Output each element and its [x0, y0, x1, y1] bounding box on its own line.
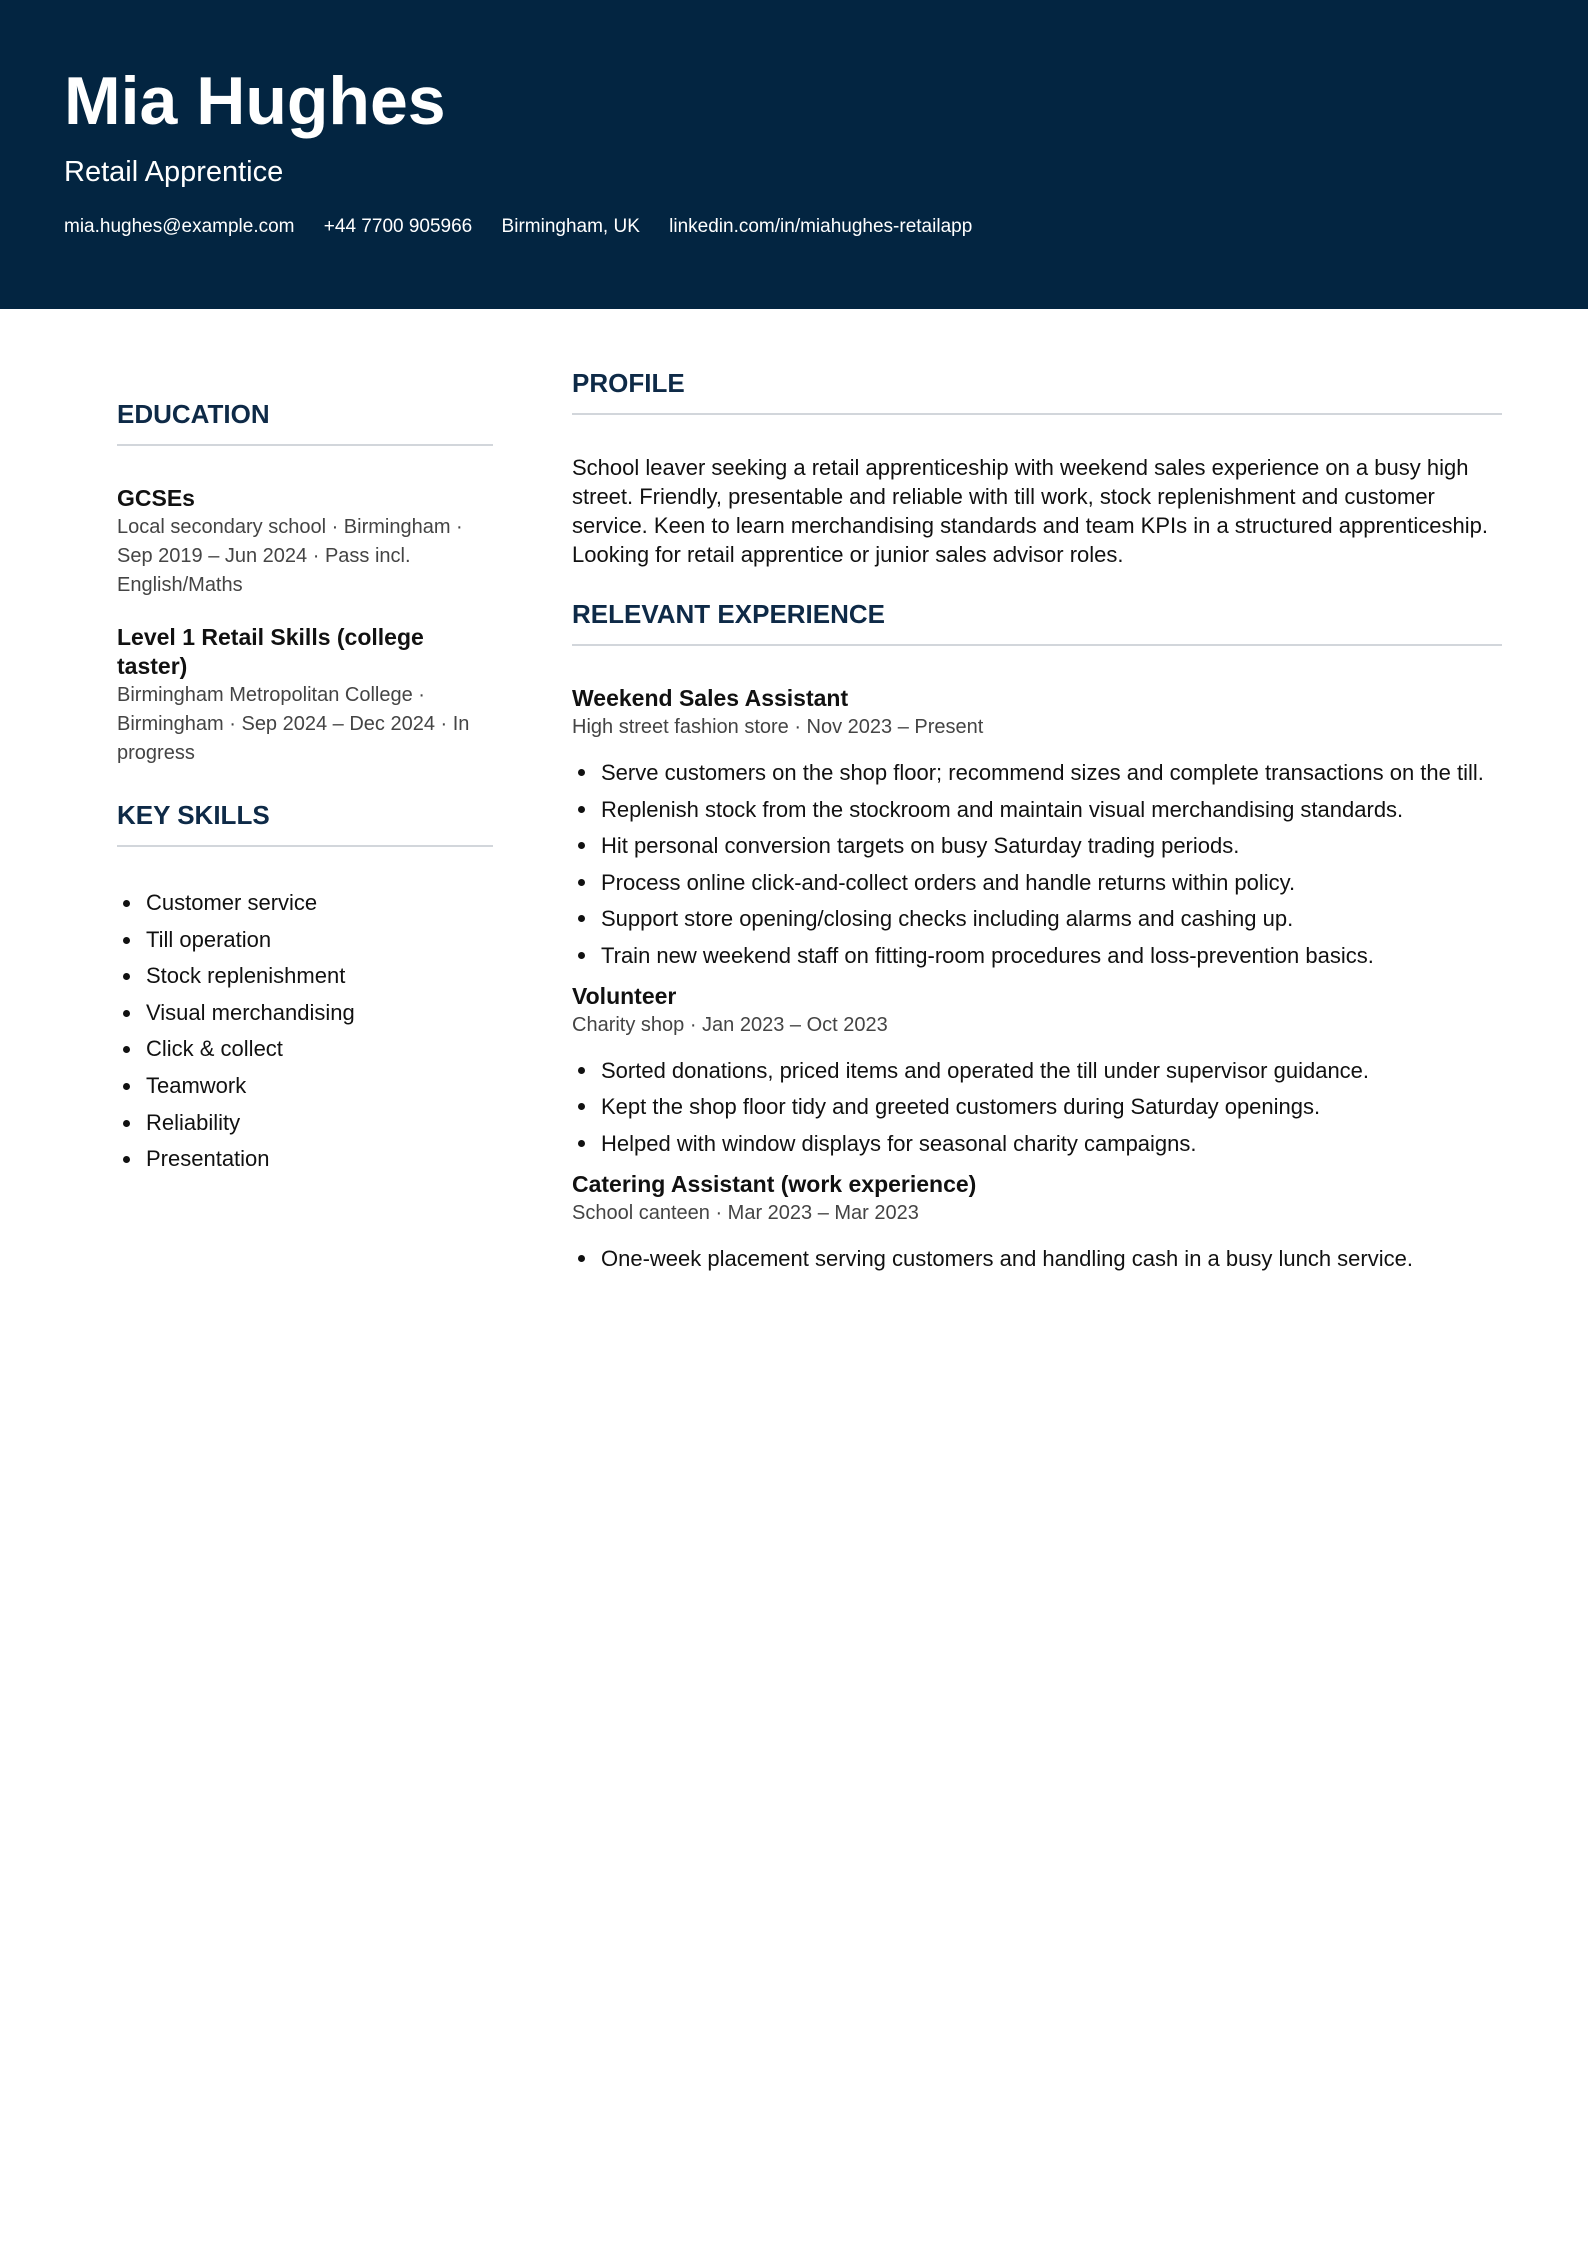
- job-bullet: Support store opening/closing checks including alarms and cashing up.: [572, 904, 1502, 933]
- education-item-title: GCSEs: [117, 485, 195, 511]
- candidate-role: Retail Apprentice: [64, 156, 284, 188]
- skills-list: [117, 885, 493, 1178]
- section-divider: [572, 644, 1502, 646]
- contact-location: Birmingham, UK: [501, 216, 640, 237]
- section-divider: [572, 413, 1502, 415]
- skill-item: Stock replenishment: [117, 958, 493, 995]
- education-item: [117, 623, 493, 768]
- job-bullet: Hit personal conversion targets on busy Saturday trading periods.: [572, 831, 1502, 860]
- job-bullet: Train new weekend staff on fitting-room procedures and loss-prevention basics.: [572, 941, 1502, 970]
- profile-summary: School leaver seeking a retail apprenticeship with weekend sales experience on a busy high street. Friendly, presentable and reliable with till work, stock replenishment and customer service. Keen to learn merchandising standards and team KPIs in a structured apprenticeship. Looking for retail apprentice or junior sales advisor roles.: [572, 455, 1488, 567]
- education-section: [117, 397, 493, 768]
- candidate-name: Mia Hughes: [64, 63, 446, 139]
- right-column: [572, 366, 1502, 1285]
- job-title: Volunteer: [572, 982, 677, 1009]
- skill-item: Visual merchandising: [117, 995, 493, 1032]
- experience-heading: RELEVANT EXPERIENCE: [572, 599, 886, 629]
- job-meta: School canteen · Mar 2023 – Mar 2023: [572, 1201, 919, 1224]
- experience-item: [572, 684, 1502, 970]
- experience-item: [572, 982, 1502, 1158]
- job-bullet: Process online click-and-collect orders and handle returns within policy.: [572, 868, 1502, 897]
- job-bullet: Replenish stock from the stockroom and maintain visual merchandising standards.: [572, 795, 1502, 824]
- job-title: Catering Assistant (work experience): [572, 1170, 977, 1197]
- section-divider: [117, 845, 493, 847]
- job-meta: Charity shop · Jan 2023 – Oct 2023: [572, 1013, 888, 1036]
- experience-section: [572, 597, 1502, 1273]
- skill-item: Click & collect: [117, 1031, 493, 1068]
- job-meta: High street fashion store · Nov 2023 – Present: [572, 716, 984, 738]
- education-item-meta: Birmingham Metropolitan College · Birmingham · Sep 2024 – Dec 2024 · In progress: [117, 684, 470, 764]
- skill-item: Till operation: [117, 922, 493, 959]
- education-heading: EDUCATION: [117, 399, 270, 429]
- profile-section: [572, 366, 1502, 569]
- experience-item: [572, 1170, 1502, 1273]
- job-title: Weekend Sales Assistant: [572, 685, 849, 711]
- education-item-meta: Local secondary school · Birmingham · Sep 2019 – Jun 2024 · Pass incl. English/Maths: [117, 516, 463, 596]
- job-bullet: Sorted donations, priced items and operated the till under supervisor guidance.: [572, 1056, 1502, 1085]
- job-bullet: Kept the shop floor tidy and greeted customers during Saturday openings.: [572, 1092, 1502, 1121]
- job-bullet: Serve customers on the shop floor; recommend sizes and complete transactions on the till.: [572, 758, 1502, 787]
- contact-linkedin: linkedin.com/in/miahughes-retailapp: [669, 216, 973, 237]
- skill-item: Presentation: [117, 1141, 493, 1178]
- profile-heading: PROFILE: [572, 368, 685, 398]
- job-bullet: One-week placement serving customers and handling cash in a busy lunch service.: [572, 1244, 1502, 1273]
- job-bullets: [572, 1056, 1502, 1158]
- section-divider: [117, 444, 493, 446]
- left-column: [117, 397, 493, 1178]
- contact-line: [64, 214, 996, 240]
- job-bullets: [572, 758, 1502, 970]
- skill-item: Customer service: [117, 885, 493, 922]
- job-bullet: Helped with window displays for seasonal charity campaigns.: [572, 1129, 1502, 1158]
- skills-heading: KEY SKILLS: [117, 800, 270, 830]
- contact-phone: +44 7700 905966: [323, 216, 473, 237]
- education-item: [117, 484, 493, 600]
- skill-item: Teamwork: [117, 1068, 493, 1105]
- education-item-title: Level 1 Retail Skills (college taster): [117, 624, 424, 679]
- job-bullets: [572, 1244, 1502, 1273]
- skill-item: Reliability: [117, 1105, 493, 1142]
- contact-email: mia.hughes@example.com: [64, 216, 295, 237]
- skills-section: [117, 798, 493, 1178]
- resume-header: [0, 0, 1588, 309]
